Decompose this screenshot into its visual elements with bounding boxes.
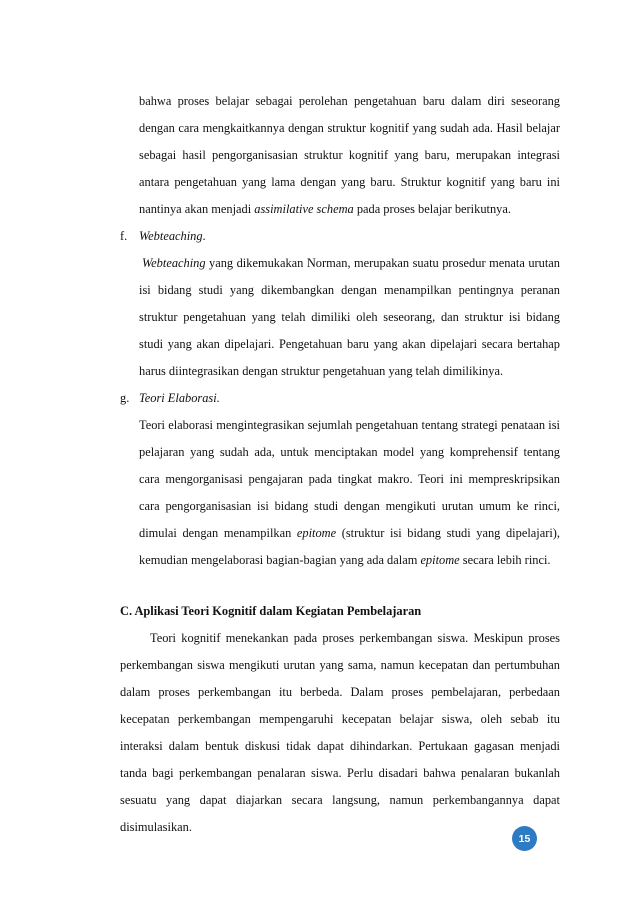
item-g-letter: g. [120, 391, 130, 405]
item-g-body: Teori elaborasi mengintegrasikan sejumlah pengetahuan tentang strategi penataan isi pelajaran yang sudah ada, untuk menciptakan model yang komprehensif tentang cara mengorganisasi pengajaran pada tingkat makro. Teori ini mempreskripsikan cara pengorganisasian isi bidang studi dengan mengikuti urutan umum ke rinci, dimulai dengan menampilkan epitome (struktur isi bidang studi yang dipelajari), kemudian mengelaborasi bagian-bagian yang ada dalam epitome secara lebih rinci. [139, 418, 560, 567]
assimilative-schema-term: assimilative schema [254, 202, 354, 216]
page-number-badge: 15 [512, 826, 537, 851]
item-f-body: Webteaching yang dikemukakan Norman, merupakan suatu prosedur menata urutan isi bidang studi yang dikembangkan dengan menampilkan pentingnya peranan struktur pengetahuan yang telah dimiliki oleh seseorang, dan struktur isi bidang studi yang akan dipelajari. Pengetahuan baru yang akan dipelajari secara bertahap harus diintegrasikan dengan struktur pengetahuan yang telah dimilikinya. [139, 256, 560, 378]
page-content [120, 88, 560, 841]
item-g-heading [120, 385, 560, 412]
section-c-title: C. Aplikasi Teori Kognitif dalam Kegiatan Pembelajaran [120, 604, 422, 618]
item-f-title: Webteaching [139, 229, 203, 243]
intro-paragraph: bahwa proses belajar sebagai perolehan pengetahuan baru dalam diri seseorang dengan cara mengkaitkannya dengan struktur kognitif yang sudah ada. Hasil belajar sebagai hasil pengorganisasian struktur kognitif yang baru, merupakan integrasi antara pengetahuan yang lama dengan yang baru. Struktur kognitif yang baru ini nantinya akan menjadi assimilative schema pada proses belajar berikutnya. [139, 94, 560, 216]
section-c-body: Teori kognitif menekankan pada proses perkembangan siswa. Meskipun proses perkembangan siswa mengikuti urutan yang sama, namun kecepatan dan pertumbuhan dalam proses perkembangan itu berbeda. Dalam proses pembelajaran, perbedaan kecepatan perkembangan mempengaruhi kecepatan belajar siswa, oleh sebab itu interaksi dalam bentuk diskusi tidak dapat dihindarkan. Pertukaan gagasan menjadi tanda bagi perkembangan penalaran siswa. Perlu disadari bahwa penalaran bukanlah sesuatu yang dapat diajarkan secara langsung, namun perkembangannya dapat disimulasikan. [120, 631, 560, 834]
item-f-heading: f. Webteaching. [120, 223, 560, 250]
item-g-title: Teori Elaborasi. [139, 391, 220, 405]
item-f-letter: f. [120, 229, 128, 243]
